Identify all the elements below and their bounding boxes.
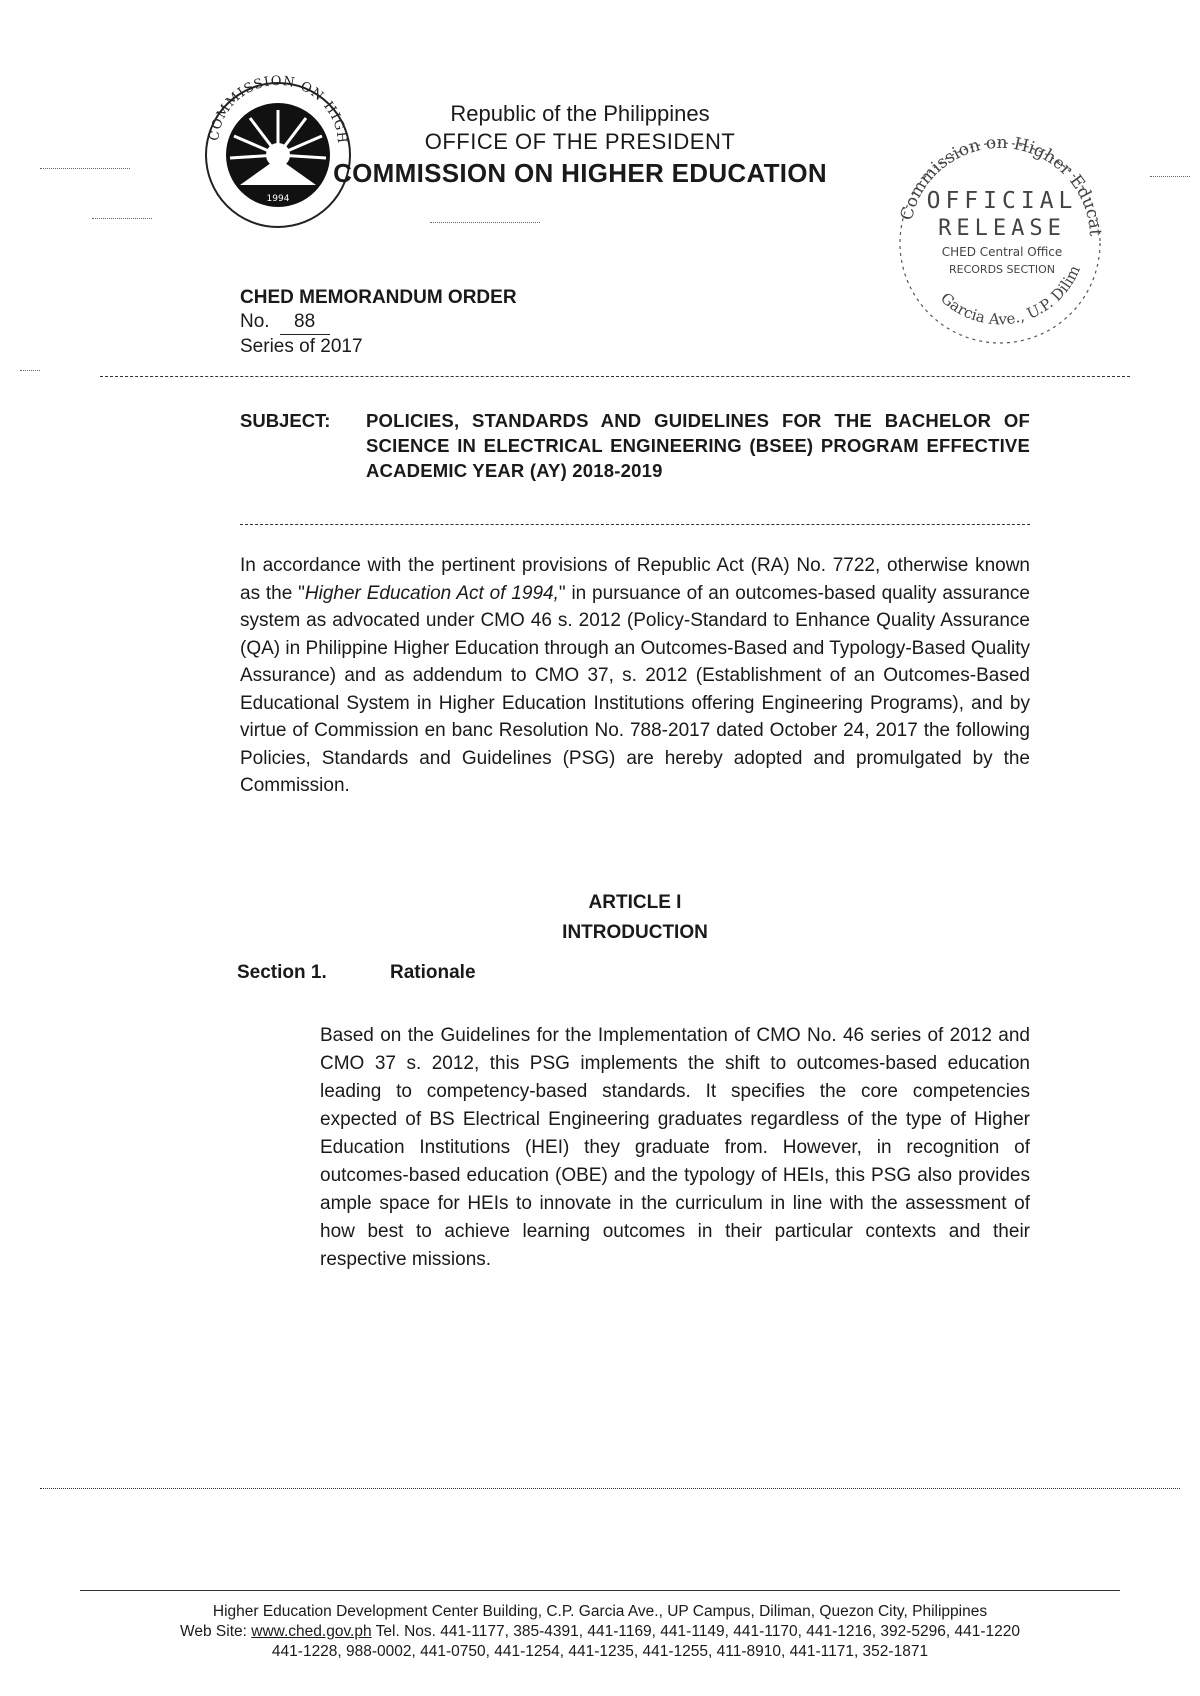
section-title: Rationale bbox=[390, 962, 476, 983]
memorandum-order-block bbox=[240, 286, 517, 359]
memo-no-label: No. bbox=[240, 311, 270, 332]
stamp-official: OFFICIAL bbox=[926, 188, 1078, 214]
header-separator bbox=[100, 376, 1130, 377]
scan-artifact bbox=[430, 222, 540, 223]
memo-series: Series of 2017 bbox=[240, 336, 363, 357]
stamp-release: RELEASE bbox=[938, 216, 1066, 241]
memo-order-number bbox=[240, 310, 517, 335]
scan-artifact bbox=[40, 168, 130, 169]
subject-label: SUBJECT: bbox=[240, 410, 331, 431]
scan-artifact bbox=[1150, 176, 1190, 177]
article-number: ARTICLE I bbox=[588, 892, 682, 913]
footer bbox=[40, 1602, 1160, 1662]
stamp-records-section: RECORDS SECTION bbox=[949, 263, 1055, 276]
footer-address: Higher Education Development Center Building, C.P. Garcia Ave., UP Campus, Diliman, Quezon City, Philippines bbox=[212, 1603, 988, 1620]
footer-website-link[interactable]: www.ched.gov.ph bbox=[251, 1623, 372, 1640]
section-heading bbox=[237, 962, 476, 984]
subject-block bbox=[240, 408, 1030, 483]
memo-no-value: 88 bbox=[280, 310, 330, 335]
office-line: OFFICE OF THE PRESIDENT bbox=[424, 129, 736, 154]
subject-separator bbox=[240, 524, 1030, 525]
stamp-central-office: CHED Central Office bbox=[941, 245, 1063, 259]
article-title: INTRODUCTION bbox=[562, 922, 708, 943]
footer-web-label: Web Site: bbox=[180, 1623, 247, 1640]
republic-line: Republic of the Philippines bbox=[450, 101, 710, 126]
intro-paragraph bbox=[240, 552, 1030, 800]
footer-tel-numbers: Tel. Nos. 441-1177, 385-4391, 441-1169, 441-1149, 441-1170, 441-1216, 392-5296, 441-1220 bbox=[375, 1623, 1020, 1640]
footer-tel-numbers-2: 441-1228, 988-0002, 441-0750, 441-1254, 441-1235, 441-1255, 411-8910, 441-1171, 352-1871 bbox=[271, 1643, 929, 1660]
article-heading bbox=[240, 888, 1030, 948]
subject-text: POLICIES, STANDARDS AND GUIDELINES FOR THE BACHELOR OF SCIENCE IN ELECTRICAL ENGINEERING (BSEE) PROGRAM EFFECTIVE ACADEMIC YEAR (AY) 2018-2019 bbox=[366, 410, 1030, 481]
stamp-ring-text: Commission on Higher Educat bbox=[896, 132, 1106, 237]
stamp-bottom-text: Garcia Ave., U.P. Dilim bbox=[937, 262, 1084, 329]
intro-text-start: In accordance with the pertinent provisions of Republic Act (RA) No. 7722, otherwise known as the " bbox=[240, 555, 1030, 604]
intro-text-rest: " in pursuance of an outcomes-based quality assurance system as advocated under CMO 46 s. 2012 (Policy-Standard to Enhance Quality Assurance (QA) in Philippine Higher Education through an Outcomes-Based and Typology-Based Quality Assurance) and as addendum to CMO 37, s. 2012 (Establishment of an Outcomes-Based Educational System in Higher Education Institutions offering Engineering Programs), and by virtue of Commission en banc Resolution No. 788-2017 dated October 24, 2017 the following Policies, Standards and Guidelines (PSG) are hereby adopted and promulgated by the Commission. bbox=[240, 582, 1030, 796]
scan-artifact bbox=[20, 370, 40, 371]
official-release-stamp bbox=[880, 118, 1120, 368]
footer-rule bbox=[80, 1590, 1120, 1591]
seal-year: 1994 bbox=[266, 194, 290, 204]
intro-act-name: Higher Education Act of 1994, bbox=[304, 582, 559, 604]
seal-ring-text: COMMISSION ON HIGH bbox=[206, 73, 350, 145]
stamp-icon bbox=[880, 118, 1120, 368]
rationale-paragraph: Based on the Guidelines for the Implementation of CMO No. 46 series of 2012 and CMO 37 s. 2012, this PSG implements the shift to outcomes-based education leading to competency-based standards. It specifies the core competencies expected of BS Electrical Engineering graduates regardless of the type of Higher Education Institutions (HEI) they graduate from. However, in recognition of outcomes-based education (OBE) and the typology of HEIs, this PSG also provides ample space for HEIs to innovate in the curriculum in line with the assessment of how best to achieve learning outcomes in their particular contexts and their respective missions. bbox=[320, 1025, 1030, 1270]
memo-order-title: CHED MEMORANDUM ORDER bbox=[240, 287, 517, 308]
letterhead bbox=[320, 100, 840, 190]
bottom-artifact-line bbox=[40, 1488, 1180, 1489]
scan-artifact bbox=[92, 218, 152, 219]
section-label: Section 1. bbox=[237, 962, 327, 983]
footer-contact bbox=[40, 1622, 1160, 1642]
commission-line: COMMISSION ON HIGHER EDUCATION bbox=[333, 158, 827, 188]
